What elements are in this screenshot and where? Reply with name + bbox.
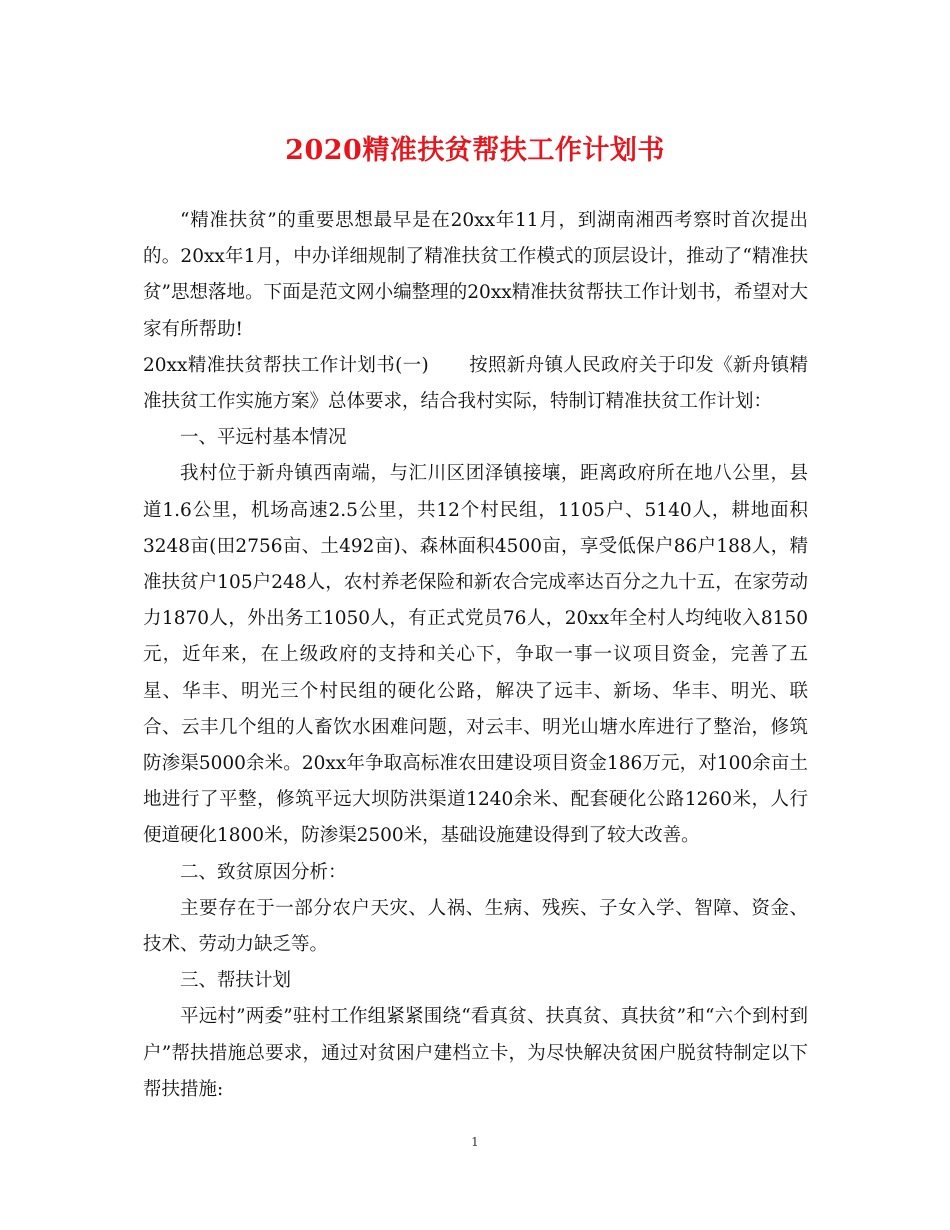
page-number: 1 <box>471 1135 479 1149</box>
section-heading: 20xx精准扶贫帮扶工作计划书(一) <box>143 354 429 376</box>
intro-paragraph: “精准扶贫”的重要思想最早是在20xx年11月，到湖南湘西考察时首次提出的。20xx年1月，中办详细规制了精准扶贫工作模式的顶层设计，推动了“精准扶贫”思想落地。下面是范文网小编整理的20xx精准扶贫帮扶工作计划书，希望对大家有所帮助! <box>143 210 808 340</box>
poverty-causes-paragraph: 主要存在于一部分农户天灾、人祸、生病、残疾、子女入学、智障、资金、技术、劳动力缺乏等。 <box>143 897 808 956</box>
assistance-plan-paragraph: 平远村”两委”驻村工作组紧紧围绕“看真贫、扶真贫、真扶贫”和“六个到村到户”帮扶措施总要求，通过对贫困户建档立卡，为尽快解决贫困户脱贫特制定以下帮扶措施: <box>143 1006 808 1100</box>
basic-situation-paragraph: 我村位于新舟镇西南端，与汇川区团泽镇接壤，距离政府所在地八公里，县道1.6公里，机场高速2.5公里，共12个村民组，1105户、5140人，耕地面积3248亩(田2756亩、土492亩)、森林面积4500亩，享受低保户86户188人，精准扶贫户105户248人，农村养老保险和新农合完成率达百分之九十五，在家劳动力1870人，外出务工1050人，有正式党员76人，20xx年全村人均纯收入8150元，近年来，在上级政府的支持和关心下，争取一事一议项目资金，完善了五星、华丰、明光三个村民组的硬化公路，解决了远丰、新场、华丰、明光、联合、云丰几个组的人畜饮水困难问题，对云丰、明光山塘水库进行了整治，修筑防渗渠5000余米。20xx年争取高标准农田建设项目资金186万元，对100余亩土地进行了平整，修筑平远大坝防洪渠道1240余米、配套硬化公路1260米，人行便道硬化1800米，防渗渠2500米，基础设施建设得到了较大改善。 <box>143 463 808 847</box>
heading-basic-situation: 一、平远村基本情况 <box>180 427 347 449</box>
heading-poverty-causes: 二、致贫原因分析： <box>180 861 347 883</box>
document-title: 2020精准扶贫帮扶工作计划书 <box>285 135 665 166</box>
document-body <box>143 203 808 1108</box>
heading-assistance-plan: 三、帮扶计划 <box>180 970 292 992</box>
section-lead: 按照新舟镇人民政府关于印发《新舟镇精准扶贫工作实施方案》总体要求，结合我村实际，特制订精准扶贫工作计划： <box>143 354 808 413</box>
section-heading-paragraph <box>143 348 808 420</box>
